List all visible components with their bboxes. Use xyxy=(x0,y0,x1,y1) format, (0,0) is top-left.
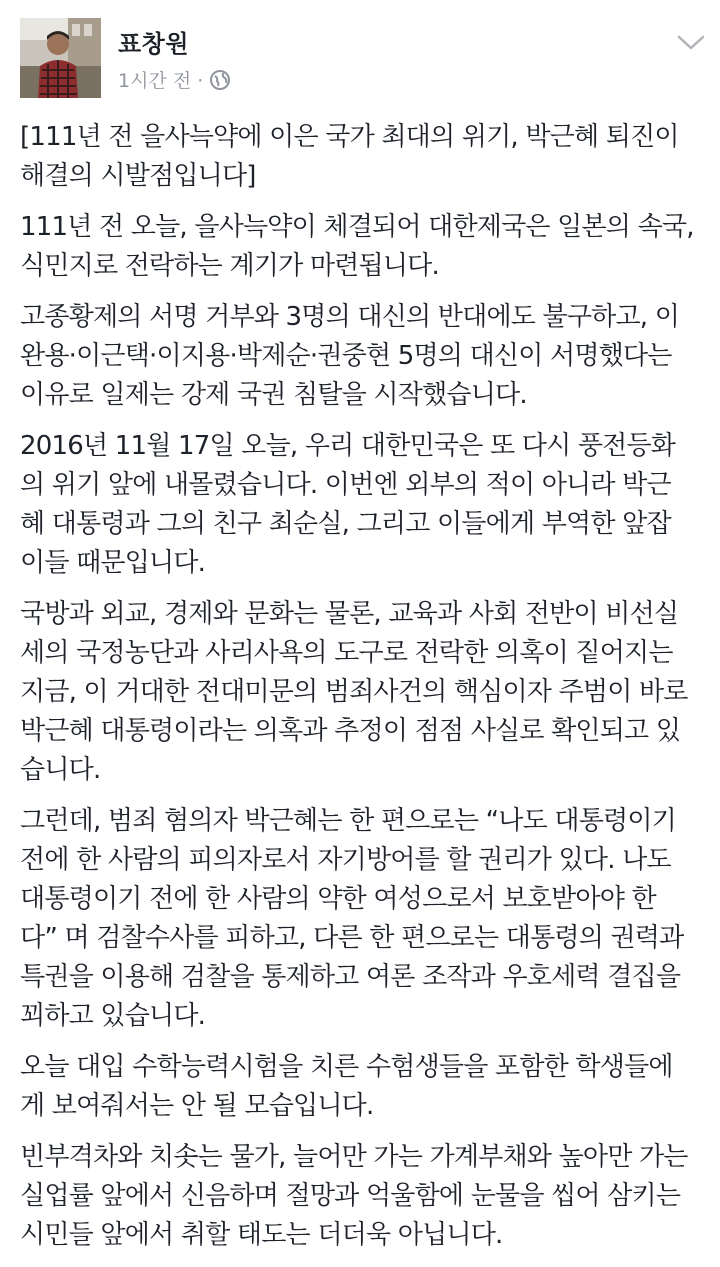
post-paragraph: 2016년 11월 17일 오늘, 우리 대한민국은 또 다시 풍전등화 의 위기 앞에 내몰렸습니다. 이번엔 외부의 적이 아니라 박근 혜 대통령과 그의 친구 최순실, 그리고 이들에게 부역한 앞잡 이들 때문입니다. xyxy=(20,431,676,578)
post-paragraph: 111년 전 오늘, 을사늑약이 체결되어 대한제국은 일본의 속국, 식민지로 전락하는 계기가 마련됩니다. xyxy=(20,212,694,281)
post-meta xyxy=(118,66,231,93)
avatar-photo xyxy=(20,18,101,98)
post-paragraph: 국방과 외교, 경제와 문화는 물론, 교육과 사회 전반이 비선실 세의 국정농단과 사리사욕의 도구로 전락한 의혹이 짙어지는 지금, 이 거대한 전대미문의 범죄사건의 핵심이자 주범이 바로 박근혜 대통령이라는 의혹과 추정이 점점 사실로 확인되고 있 습니다. xyxy=(20,599,688,785)
post-paragraph: 빈부격차와 치솟는 물가, 늘어만 가는 가계부채와 높아만 가는 실업률 앞에서 신음하며 절망과 억울함에 눈물을 씹어 삼키는 시민들 앞에서 취할 태도는 더더욱 아닙니다. xyxy=(20,1142,688,1250)
post-paragraph: 오늘 대입 수학능력시험을 치른 수험생들을 포함한 학생들에 게 보여줘서는 안 될 모습입니다. xyxy=(20,1052,673,1121)
post-timestamp[interactable]: 1시간 전 · xyxy=(118,70,204,92)
avatar[interactable] xyxy=(20,18,101,98)
globe-icon[interactable] xyxy=(209,69,231,91)
post-paragraph: 고종황제의 서명 거부와 3명의 대신의 반대에도 불구하고, 이 완용·이근택·이지용·박제순·권중현 5명의 대신이 서명했다는 이유로 일제는 강제 국권 침탈을 시작했습니다. xyxy=(20,302,680,410)
post-header xyxy=(0,0,720,112)
post-paragraph: 그런데, 범죄 혐의자 박근혜는 한 편으로는 “나도 대통령이기 전에 한 사람의 피의자로서 자기방어를 할 권리가 있다. 나도 대통령이기 전에 한 사람의 약한 여성으로서 보호받아야 한 다” 며 검찰수사를 피하고, 다른 한 편으로는 대통령의 권력과 특권을 이용해 검찰을 통제하고 여론 조작과 우호세력 결집을 꾀하고 있습니다. xyxy=(20,806,684,1031)
post-body xyxy=(20,118,710,1267)
chevron-down-icon[interactable] xyxy=(676,30,706,54)
author-name[interactable]: 표창원 xyxy=(118,30,190,58)
post-title: [111년 전 을사늑약에 이은 국가 최대의 위기, 박근혜 퇴진이 해결의 시발점입니다] xyxy=(20,122,679,191)
